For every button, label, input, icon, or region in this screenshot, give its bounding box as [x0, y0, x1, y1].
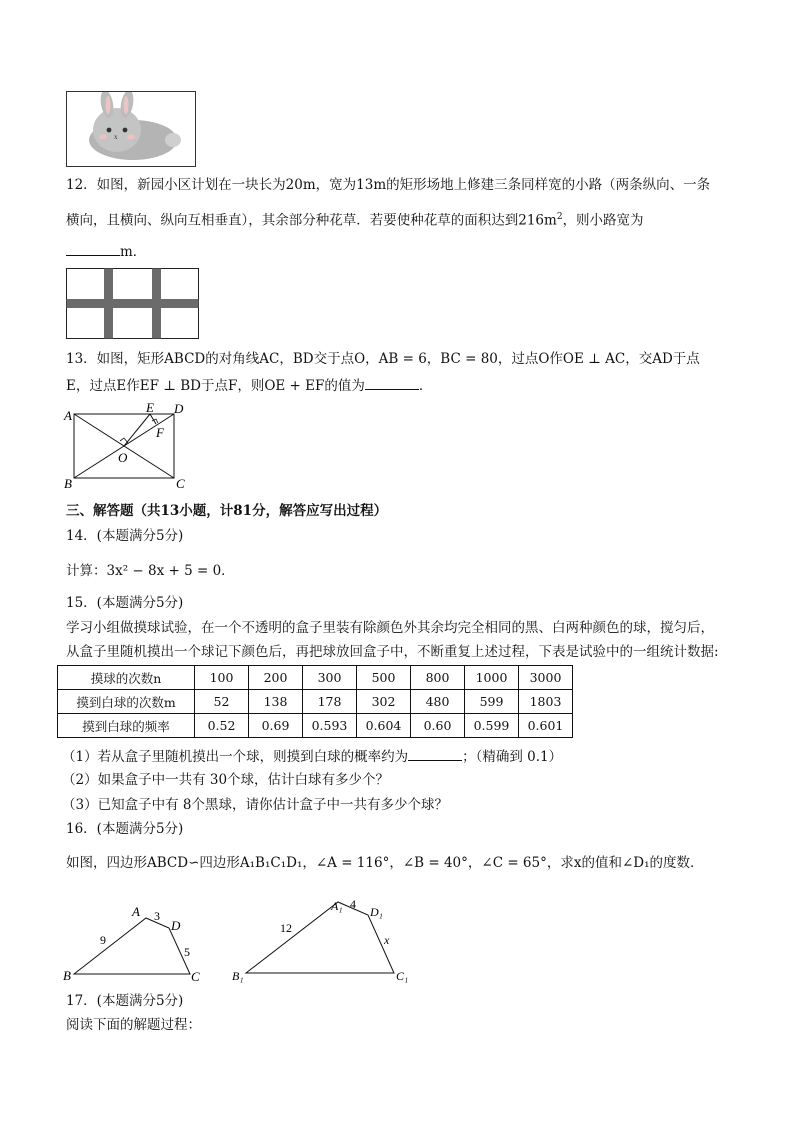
- vertical-path-2: [152, 269, 161, 339]
- table-row-label: 摸到白球的次数m: [58, 690, 195, 714]
- table-cell: 0.69: [249, 714, 303, 738]
- label-D: D: [174, 401, 184, 416]
- q15-sub3: （3）已知盒子中有 8个黑球，请你估计盒子中一共有多少个球？: [62, 797, 448, 813]
- q15-stats-table: [57, 665, 573, 738]
- rabbit-picture: [66, 91, 196, 167]
- q12-unit: m．: [120, 244, 147, 260]
- q15-sub1-b: ；（精确到 0.1）: [462, 749, 563, 765]
- fig2-DC: x: [384, 933, 390, 947]
- q12-line3: [66, 241, 146, 261]
- q16-prompt: 如图，四边形ABCD∽四边形A₁B₁C₁D₁，∠A = 116°，∠B = 40°，∠C = 65°，求x的值和∠D₁的度数．: [66, 855, 704, 871]
- horizontal-path: [67, 299, 199, 308]
- section3-heading: 三、解答题（共13小题，计81分，解答应写出过程）: [66, 503, 388, 519]
- table-cell: 0.604: [357, 714, 411, 738]
- fig1-B: B: [63, 968, 71, 983]
- q17-head: 17．(本题满分5分): [66, 993, 184, 1009]
- label-A: A: [64, 408, 72, 423]
- q12-field-figure: [66, 268, 200, 340]
- table-cell: 1803: [519, 690, 573, 714]
- svg-text:x: x: [114, 133, 118, 141]
- q12-answer-blank[interactable]: [66, 241, 120, 256]
- fig1-A: A: [132, 904, 140, 919]
- q15-sub2: （2）如果盒子中一共有 30个球，估计白球有多少个？: [62, 772, 390, 788]
- q13-line2-end: ．: [418, 378, 433, 394]
- table-cell: 0.52: [195, 714, 249, 738]
- table-cell: 178: [303, 690, 357, 714]
- table-cell: 0.601: [519, 714, 573, 738]
- q12-line2: [66, 208, 644, 230]
- fig2-D1: D₁: [370, 905, 383, 919]
- label-F: F: [156, 425, 164, 440]
- table-cell: 800: [411, 666, 465, 690]
- table-row-label: 摸到白球的频率: [58, 714, 195, 738]
- table-cell: 0.599: [465, 714, 519, 738]
- q15-p1: 学习小组做摸球试验，在一个不透明的盒子里装有除颜色外其余均完全相同的黑、白两种颜色的球，搅匀后，: [66, 620, 714, 636]
- q13-line2: [66, 375, 432, 395]
- q15-p2: 从盒子里随机摸出一个球记下颜色后，再把球放回盒子中，不断重复上述过程，下表是试验中的一组统计数据:: [66, 644, 719, 660]
- table-cell: 52: [195, 690, 249, 714]
- label-E: E: [146, 400, 154, 415]
- q16-quadrilateral-figures: [60, 900, 420, 990]
- table-cell: 3000: [519, 666, 573, 690]
- q14-prompt: 计算：3x² − 8x + 5 = 0．: [66, 563, 235, 579]
- q12-line2-b: ，则小路宽为: [562, 212, 644, 229]
- table-cell: 500: [357, 666, 411, 690]
- table-row: [58, 666, 573, 690]
- fig1-AD: 3: [154, 909, 160, 923]
- fig1-C: C: [191, 969, 200, 984]
- table-cell: 1000: [465, 666, 519, 690]
- fig2-C1: C₁: [396, 969, 409, 983]
- q13-line1: 13．如图，矩形ABCD的对角线AC，BD交于点O，AB = 6，BC = 80，过点O作OE ⊥ AC，交AD于点: [66, 351, 700, 367]
- table-cell: 599: [465, 690, 519, 714]
- fig1-AB: 9: [100, 933, 106, 947]
- q13-line2-text: E，过点E作EF ⊥ BD于点F，则OE + EF的值为: [66, 378, 365, 394]
- table-cell: 200: [249, 666, 303, 690]
- fig2-A1: A₁: [331, 900, 343, 913]
- table-cell: 0.593: [303, 714, 357, 738]
- rabbit-icon: [67, 92, 195, 166]
- vertical-path-1: [104, 269, 113, 339]
- table-cell: 138: [249, 690, 303, 714]
- table-cell: 100: [195, 666, 249, 690]
- q16-head: 16．(本题满分5分): [66, 821, 184, 837]
- q13-answer-blank[interactable]: [365, 375, 419, 390]
- label-O: O: [118, 450, 128, 465]
- q12-sup: 2: [556, 212, 563, 222]
- q15-table-wrap: [57, 665, 573, 738]
- table-cell: 302: [357, 690, 411, 714]
- q15-sub1-blank[interactable]: [408, 746, 462, 761]
- q12-line1: 12．如图，新园小区计划在一块长为20m，宽为13m的矩形场地上修建三条同样宽的小路（两条纵向、一条: [66, 177, 711, 193]
- q12-line2-a: 横向，且横向、纵向互相垂直），其余部分种花草．若要使种花草的面积达到216m: [66, 212, 557, 229]
- fig2-AB: 12: [280, 921, 292, 935]
- fig2-B1: B₁: [232, 969, 244, 983]
- table-row-label: 摸球的次数n: [58, 666, 195, 690]
- fig2-AD: 4: [350, 900, 356, 911]
- fig1-DC: 5: [184, 945, 190, 959]
- q15-head: 15．(本题满分5分): [66, 595, 184, 611]
- q17-prompt: 阅读下面的解题过程：: [66, 1017, 201, 1033]
- label-C: C: [176, 476, 185, 490]
- label-B: B: [64, 476, 72, 490]
- table-cell: 300: [303, 666, 357, 690]
- q13-rectangle-figure: [60, 400, 200, 490]
- table-cell: 480: [411, 690, 465, 714]
- table-row: [58, 714, 573, 738]
- q15-sub1: [62, 746, 562, 766]
- table-row: [58, 690, 573, 714]
- q14-head: 14．(本题满分5分): [66, 528, 184, 544]
- fig1-D: D: [171, 918, 181, 933]
- q15-sub1-a: （1）若从盒子里随机摸出一个球，则摸到白球的概率约为: [62, 749, 409, 765]
- table-cell: 0.60: [411, 714, 465, 738]
